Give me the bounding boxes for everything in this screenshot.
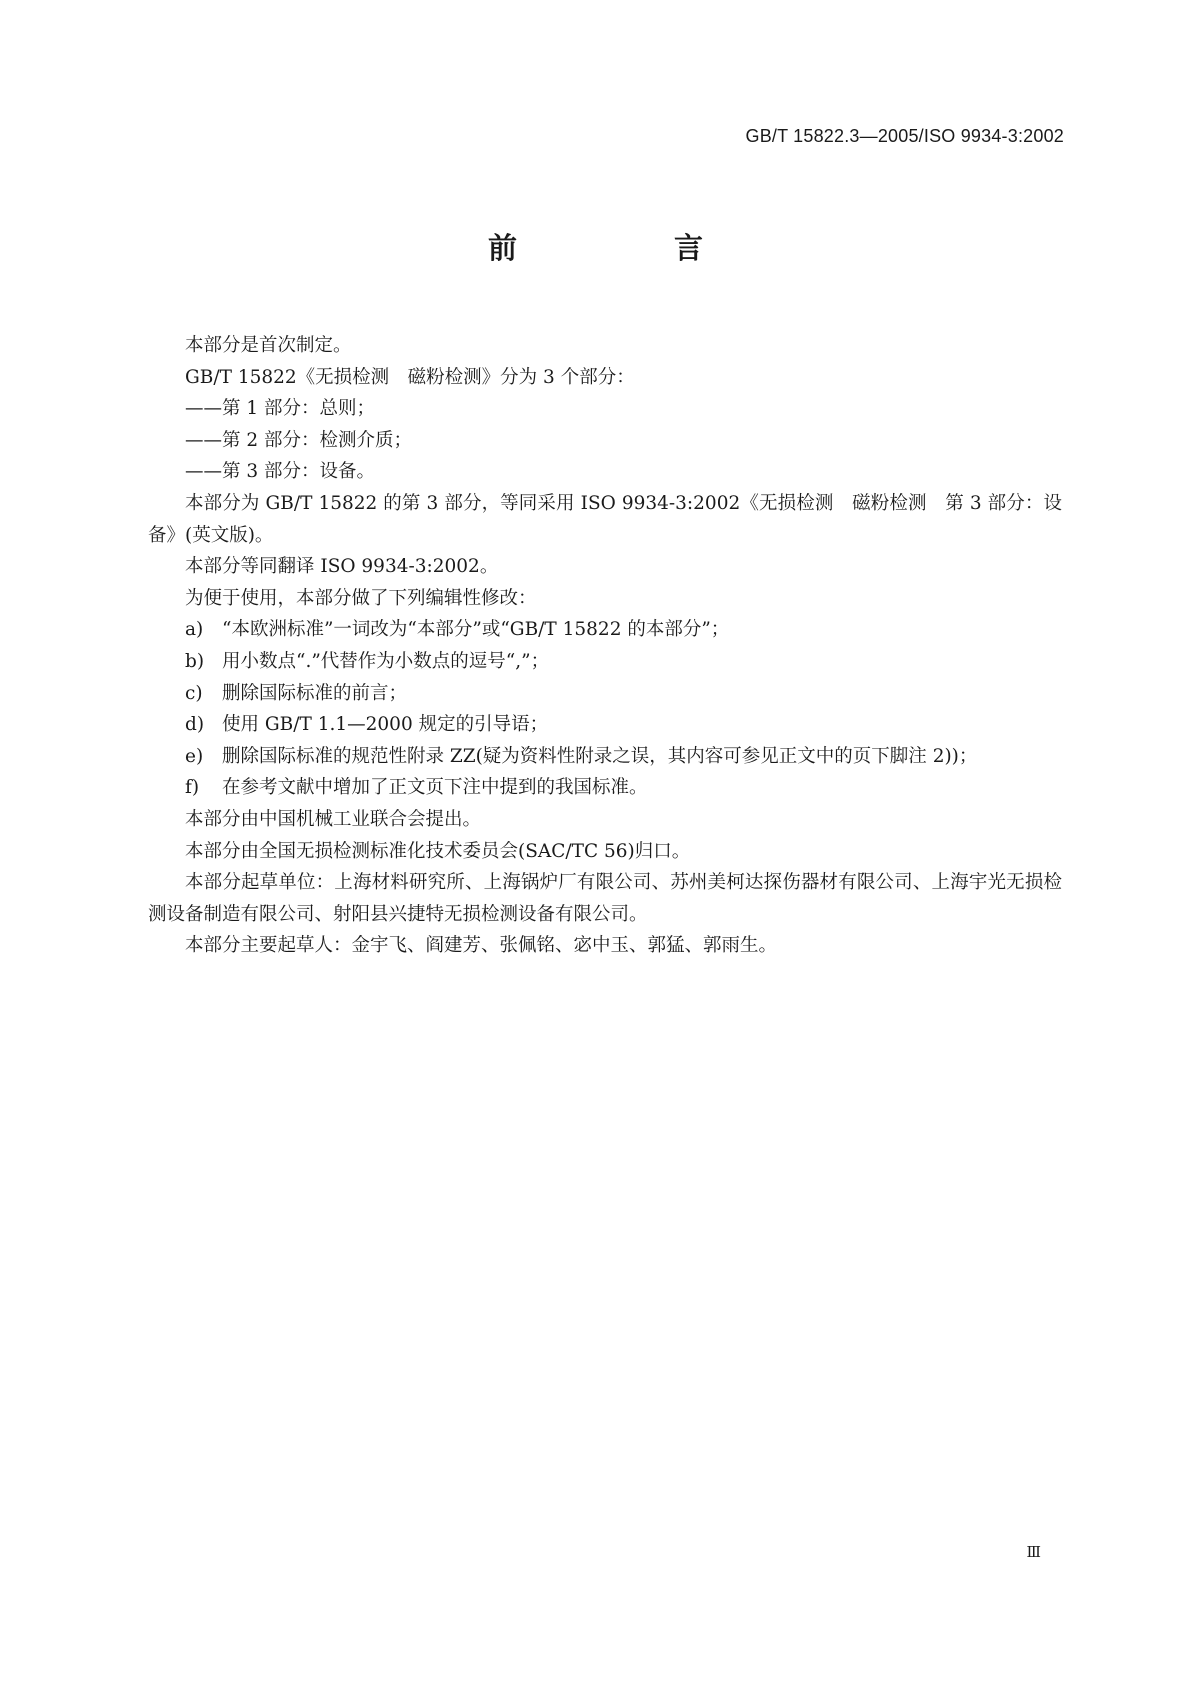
edit-list-item (148, 646, 1062, 678)
edit-item-text: 删除国际标准的前言； (222, 682, 408, 704)
part-list-item: ——第 1 部分：总则； (185, 398, 376, 420)
intro-paragraph: 本部分是首次制定。 (185, 335, 352, 356)
series-intro-paragraph: GB/T 15822《无损检测 磁粉检测》分为 3 个部分： (185, 366, 635, 388)
edits-intro-paragraph: 为便于使用，本部分做了下列编辑性修改： (185, 587, 537, 609)
proposed-by-paragraph: 本部分由中国机械工业联合会提出。 (185, 808, 482, 830)
edit-item-text: “本欧洲标准”一词改为“本部分”或“GB/T 15822 的本部分”； (222, 619, 730, 641)
edit-list-item (148, 678, 1062, 710)
jurisdiction-paragraph: 本部分由全国无损检测标准化技术委员会(SAC/TC 56)归口。 (185, 840, 691, 862)
edit-item-text: 使用 GB/T 1.1—2000 规定的引导语； (222, 714, 549, 736)
edit-item-text: 用小数点“.”代替作为小数点的逗号“,”； (222, 650, 550, 672)
page-number: Ⅲ (1026, 1543, 1041, 1561)
equivalence-paragraph: 本部分为 GB/T 15822 的第 3 部分，等同采用 ISO 9934-3:2002《无损检测 磁粉检测 第 3 部分：设备》(英文版)。 (148, 492, 1062, 546)
edit-item-text: 删除国际标准的规范性附录 ZZ(疑为资料性附录之误，其内容可参见正文中的页下脚注 2))； (222, 745, 978, 767)
edit-item-label: e) (185, 745, 204, 767)
page-title: 前 言 (487, 231, 767, 265)
edit-item-label: c) (185, 682, 203, 704)
edit-list-item (148, 741, 1062, 773)
edit-item-label: f) (185, 777, 200, 799)
edit-item-label: d) (185, 714, 205, 736)
edit-item-text: 在参考文献中增加了正文页下注中提到的我国标准。 (222, 777, 648, 799)
edit-list-item (148, 614, 1062, 646)
document-body (148, 330, 1062, 962)
translation-paragraph: 本部分等同翻译 ISO 9934-3:2002。 (185, 556, 499, 578)
standard-code-header: GB/T 15822.3—2005/ISO 9934-3:2002 (745, 126, 1064, 146)
edit-list-item (148, 709, 1062, 741)
drafters-paragraph: 本部分主要起草人：金宇飞、阎建芳、张佩铭、宓中玉、郭猛、郭雨生。 (185, 935, 778, 957)
part-list-item: ——第 3 部分：设备。 (185, 461, 376, 483)
part-list-item: ——第 2 部分：检测介质； (185, 429, 413, 451)
edit-list-item (148, 772, 1062, 804)
drafting-units-paragraph: 本部分起草单位：上海材料研究所、上海锅炉厂有限公司、苏州美柯达探伤器材有限公司、上海宇光无损检测设备制造有限公司、射阳县兴捷特无损检测设备有限公司。 (148, 872, 1062, 925)
edit-item-label: a) (185, 619, 204, 641)
edit-item-label: b) (185, 650, 205, 672)
